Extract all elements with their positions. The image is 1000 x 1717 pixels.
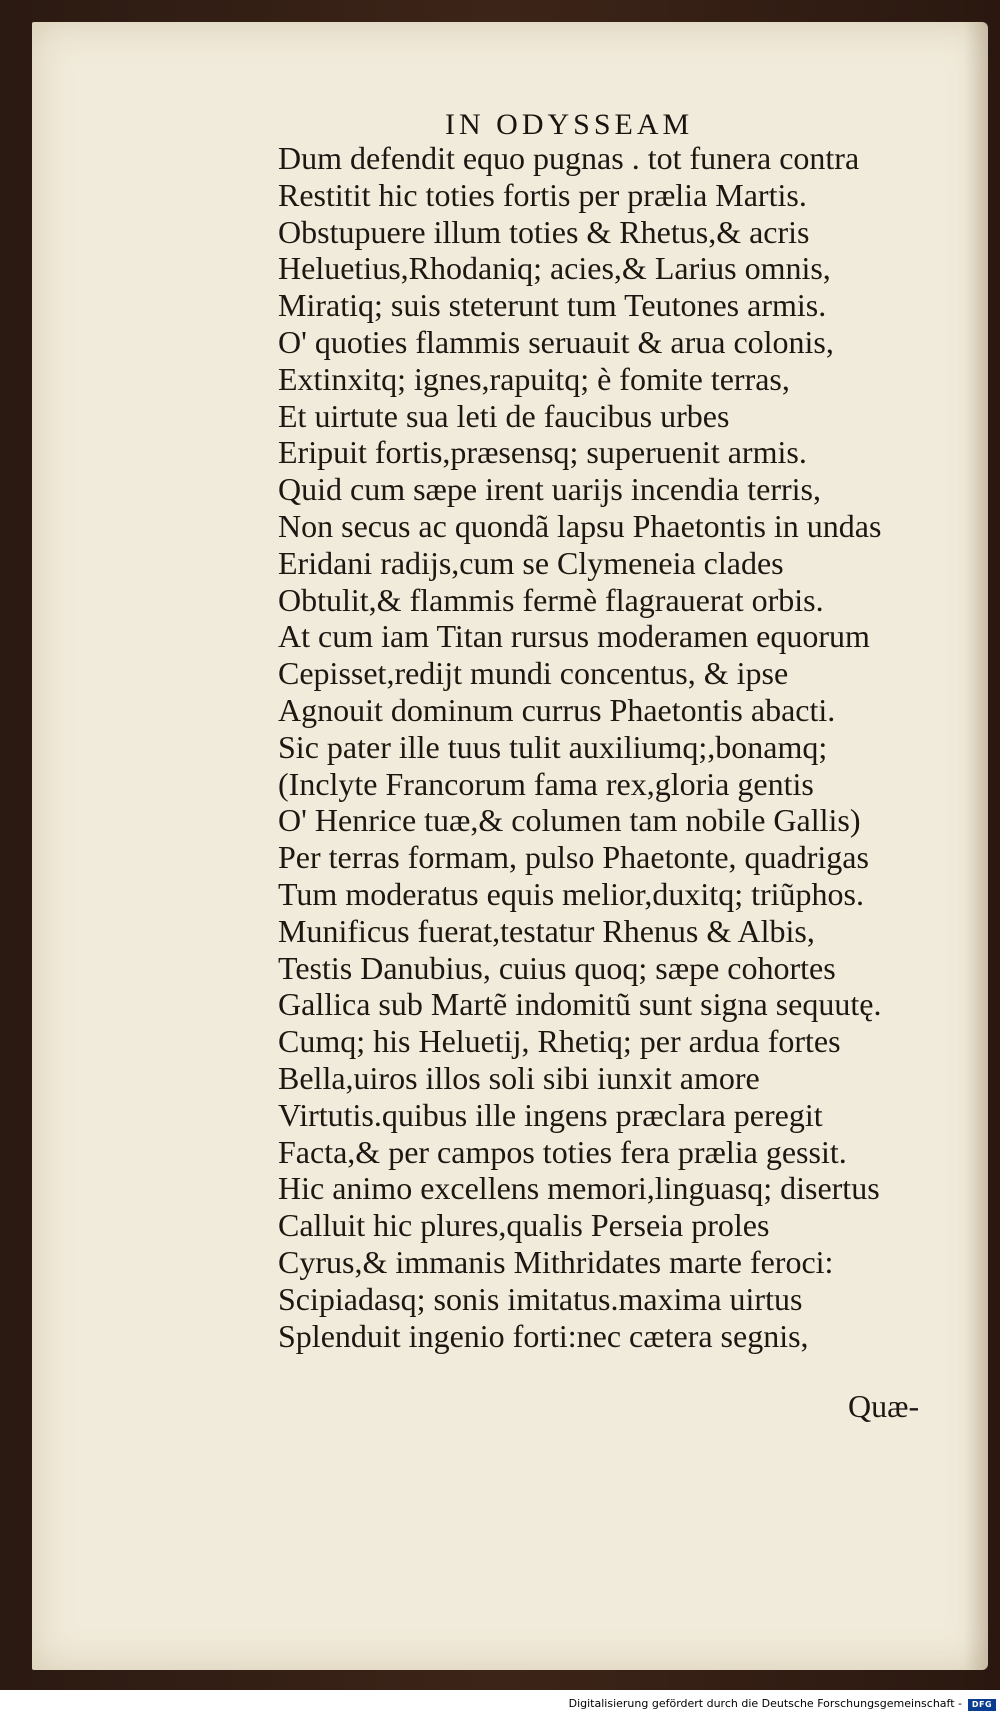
verse-line: (Inclyte Francorum fama rex,gloria gentis xyxy=(278,765,814,802)
verse-line: Miratiq; suis steterunt tum Teutones armis. xyxy=(278,287,827,324)
verse-line: Eripuit fortis,præsensq; superuenit armis. xyxy=(278,434,807,471)
verse-line: Obtulit,& flammis fermè flagrauerat orbis. xyxy=(278,581,824,618)
verse-line: Virtutis.quibus ille ingens præclara peregit xyxy=(278,1096,823,1133)
funding-credit-text: Digitalisierung gefördert durch die Deutsche Forschungsgemeinschaft - xyxy=(568,1697,962,1710)
verse-line: Gallica sub Martẽ indomitũ sunt signa sequutę. xyxy=(278,986,882,1023)
verse-line: Testis Danubius, cuius quoq; sæpe cohortes xyxy=(278,949,836,986)
catchword: Quæ- xyxy=(848,1388,920,1424)
verse-line: Extinxitq; ignes,rapuitq; è fomite terras, xyxy=(278,360,790,397)
verse-line: Quid cum sæpe irent uarijs incendia terris, xyxy=(278,471,821,508)
verse-line: Cyrus,& immanis Mithridates marte feroci: xyxy=(278,1243,834,1280)
verse-line: Splenduit ingenio forti:nec cætera segnis, xyxy=(278,1317,809,1354)
verse-line: Eridani radijs,cum se Clymeneia clades xyxy=(278,544,784,581)
dfg-logo-icon: DFG xyxy=(968,1699,996,1711)
verse-line: Cumq; his Heluetij, Rhetiq; per ardua fortes xyxy=(278,1023,841,1060)
verse-line: Et uirtute sua leti de faucibus urbes xyxy=(278,397,730,434)
verse-line: Restitit hic toties fortis per prælia Martis. xyxy=(278,176,807,213)
verse-line: Per terras formam, pulso Phaetonte, quadrigas xyxy=(278,839,869,876)
verse-line: Cepisset,redijt mundi concentus, & ipse xyxy=(278,655,789,692)
verse-line: Obstupuere illum toties & Rhetus,& acris xyxy=(278,213,810,250)
verse-line: Bella,uiros illos soli sibi iunxit amore xyxy=(278,1059,760,1096)
verse-line: Calluit hic plures,qualis Perseia proles xyxy=(278,1207,770,1244)
verse-line: At cum iam Titan rursus moderamen equorum xyxy=(278,618,870,655)
verse-line: Hic animo excellens memori,linguasq; disertus xyxy=(278,1170,880,1207)
verse-line: Dum defendit equo pugnas . tot funera contra xyxy=(278,140,860,176)
running-header: IN ODYSSEAM xyxy=(445,108,694,141)
verse-line: Tum moderatus equis melior,duxitq; triũphos. xyxy=(278,875,864,912)
verse-line: O' Henrice tuæ,& columen tam nobile Gallis) xyxy=(278,802,861,839)
digitization-footer xyxy=(0,1690,1000,1717)
verse-line: Munificus fuerat,testatur Rhenus & Albis, xyxy=(278,912,815,949)
verse-line: Heluetius,Rhodaniq; acies,& Larius omnis, xyxy=(278,250,831,287)
verse-line: Scipiadasq; sonis imitatus.maxima uirtus xyxy=(278,1280,803,1317)
verse-line: Non secus ac quondã lapsu Phaetontis in undas xyxy=(278,507,882,544)
verse-line: Sic pater ille tuus tulit auxiliumq;,bonamq; xyxy=(278,728,828,765)
verse-line: O' quoties flammis seruauit & arua colonis, xyxy=(278,323,834,360)
verse-line: Agnouit dominum currus Phaetontis abacti. xyxy=(278,691,836,728)
verse-text-block xyxy=(278,140,978,1354)
verse-line: Facta,& per campos toties fera prælia gessit. xyxy=(278,1133,847,1170)
